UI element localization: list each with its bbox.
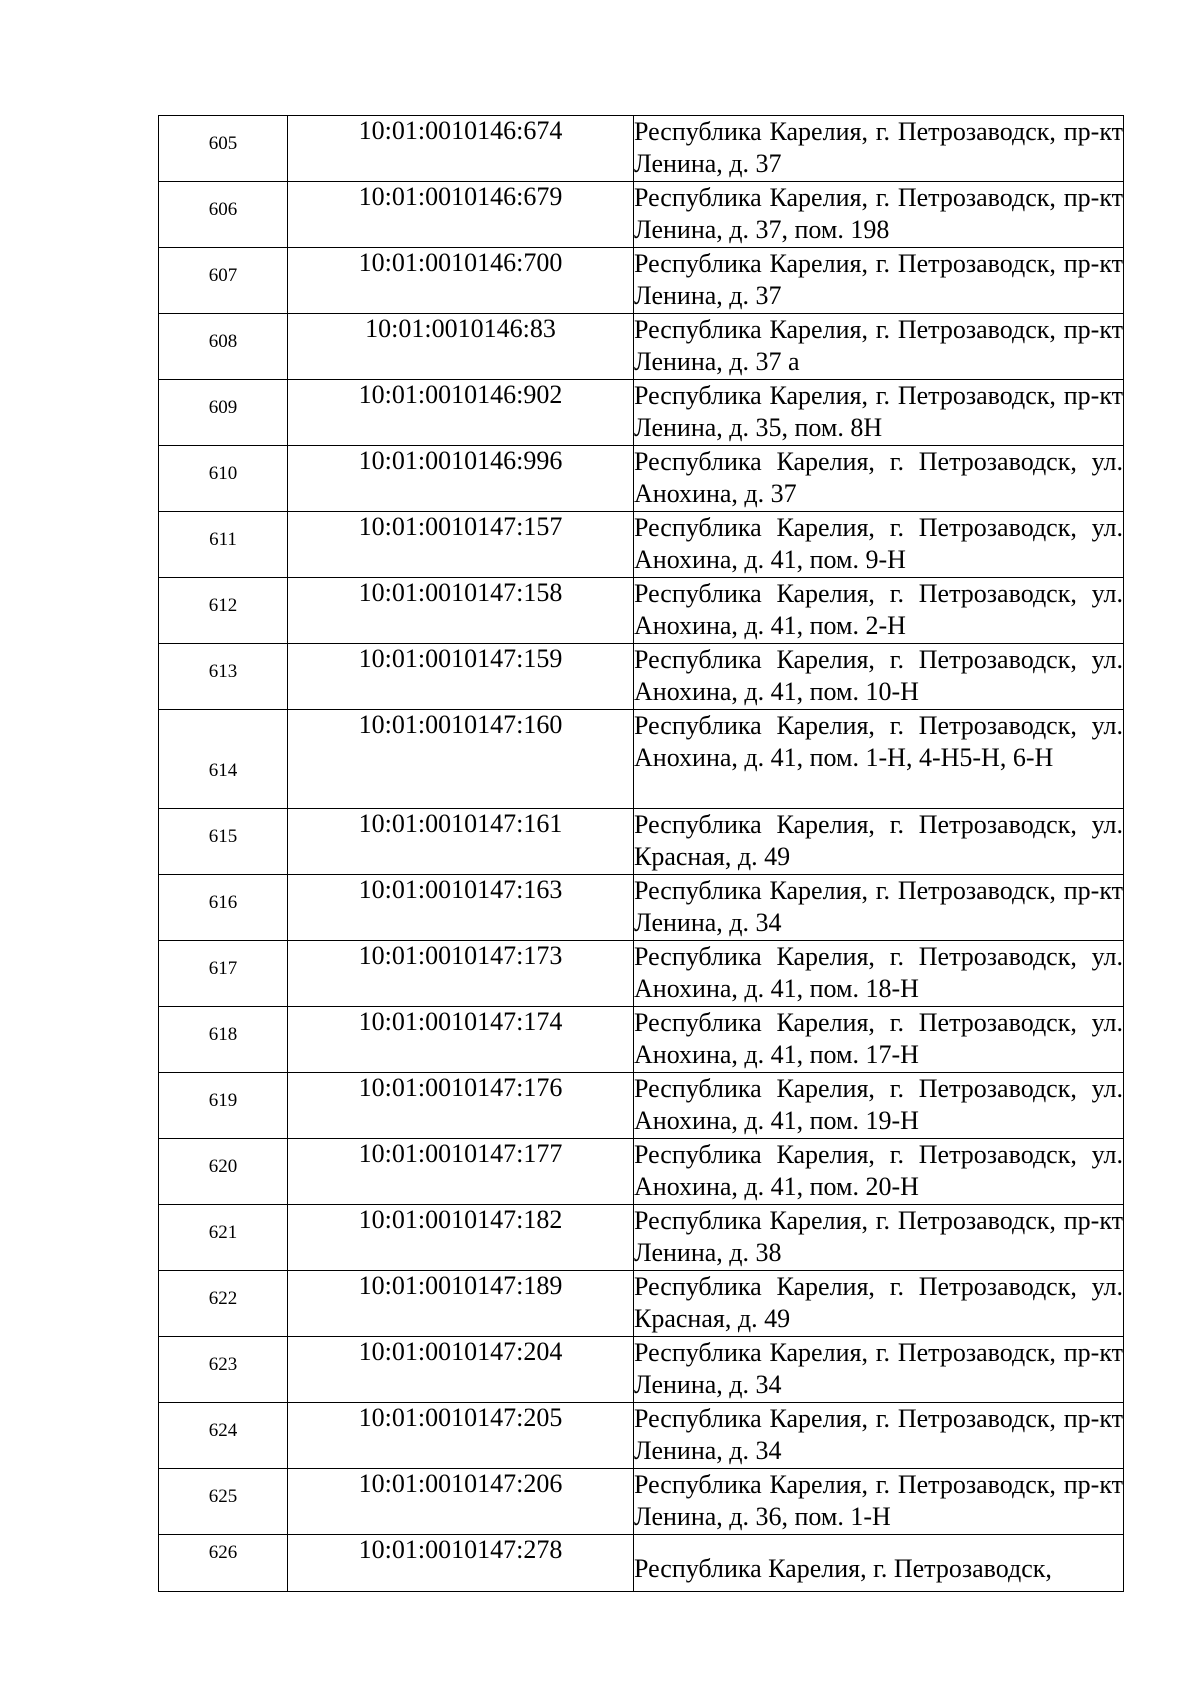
cadastral-number: 10:01:0010147:174 — [288, 1007, 634, 1073]
address: Республика Карелия, г. Петрозаводск, пр-кт Ленина, д. 35, пом. 8Н — [634, 380, 1124, 446]
table-row — [159, 578, 1124, 644]
cadastral-number: 10:01:0010147:159 — [288, 644, 634, 710]
row-number-cell — [159, 644, 288, 710]
table-row — [159, 182, 1124, 248]
address: Республика Карелия, г. Петрозаводск, ул. Красная, д. 49 — [634, 809, 1124, 875]
cadastral-number: 10:01:0010146:679 — [288, 182, 634, 248]
address: Республика Карелия, г. Петрозаводск, пр-кт Ленина, д. 37 — [634, 116, 1124, 182]
cadastral-number: 10:01:0010146:902 — [288, 380, 634, 446]
address: Республика Карелия, г. Петрозаводск, ул. Анохина, д. 41, пом. 1-Н, 4-Н5-Н, 6-Н — [634, 710, 1124, 809]
address: Республика Карелия, г. Петрозаводск, пр-кт Ленина, д. 37 — [634, 248, 1124, 314]
address: Республика Карелия, г. Петрозаводск, пр-кт Ленина, д. 36, пом. 1-Н — [634, 1469, 1124, 1535]
row-number: 624 — [208, 1420, 238, 1441]
cadastral-number: 10:01:0010147:206 — [288, 1469, 634, 1535]
row-number: 618 — [208, 1024, 238, 1045]
address: Республика Карелия, г. Петрозаводск, пр-кт Ленина, д. 38 — [634, 1205, 1124, 1271]
row-number: 625 — [208, 1486, 238, 1507]
cadastral-number: 10:01:0010147:176 — [288, 1073, 634, 1139]
table-row — [159, 314, 1124, 380]
address: Республика Карелия, г. Петрозаводск, ул. Анохина, д. 41, пом. 17-Н — [634, 1007, 1124, 1073]
row-number: 605 — [208, 133, 238, 154]
table-row — [159, 1205, 1124, 1271]
address: Республика Карелия, г. Петрозаводск, ул. Анохина, д. 41, пом. 18-Н — [634, 941, 1124, 1007]
address: Республика Карелия, г. Петрозаводск, ул. Анохина, д. 41, пом. 19-Н — [634, 1073, 1124, 1139]
row-number-cell — [159, 248, 288, 314]
table-row — [159, 512, 1124, 578]
address: Республика Карелия, г. Петрозаводск, пр-кт Ленина, д. 34 — [634, 1403, 1124, 1469]
row-number-cell — [159, 512, 288, 578]
row-number-cell — [159, 1403, 288, 1469]
address: Республика Карелия, г. Петрозаводск, пр-кт Ленина, д. 34 — [634, 1337, 1124, 1403]
table-row — [159, 1535, 1124, 1592]
row-number-cell — [159, 941, 288, 1007]
table-row — [159, 380, 1124, 446]
table-row — [159, 809, 1124, 875]
row-number-cell — [159, 1469, 288, 1535]
row-number: 620 — [208, 1156, 238, 1177]
row-number: 622 — [208, 1288, 238, 1309]
cadastral-number: 10:01:0010147:173 — [288, 941, 634, 1007]
cadastral-number: 10:01:0010146:700 — [288, 248, 634, 314]
row-number-cell — [159, 116, 288, 182]
address: Республика Карелия, г. Петрозаводск, пр-кт Ленина, д. 37 а — [634, 314, 1124, 380]
row-number: 615 — [208, 826, 238, 847]
row-number: 607 — [208, 265, 238, 286]
table-row — [159, 116, 1124, 182]
table-row — [159, 1139, 1124, 1205]
row-number-cell — [159, 1007, 288, 1073]
row-number-cell — [159, 710, 288, 809]
row-number-cell — [159, 380, 288, 446]
cadastral-number: 10:01:0010147:161 — [288, 809, 634, 875]
row-number-cell — [159, 314, 288, 380]
cadastral-number: 10:01:0010147:157 — [288, 512, 634, 578]
row-number: 626 — [208, 1542, 238, 1563]
row-number: 619 — [208, 1090, 238, 1111]
cadastral-number: 10:01:0010147:160 — [288, 710, 634, 809]
cadastral-number: 10:01:0010147:278 — [288, 1535, 634, 1592]
address: Республика Карелия, г. Петрозаводск, ул. Анохина, д. 41, пом. 9-Н — [634, 512, 1124, 578]
table-row — [159, 1469, 1124, 1535]
row-number-cell — [159, 1271, 288, 1337]
row-number-cell — [159, 446, 288, 512]
row-number: 611 — [209, 529, 237, 550]
cadastral-number: 10:01:0010147:205 — [288, 1403, 634, 1469]
row-number-cell — [159, 1205, 288, 1271]
table-row — [159, 248, 1124, 314]
cadastral-number: 10:01:0010147:189 — [288, 1271, 634, 1337]
row-number: 608 — [208, 331, 238, 352]
registry-table-body — [159, 116, 1124, 1592]
row-number: 612 — [208, 595, 238, 616]
cadastral-registry-table — [158, 115, 1124, 1592]
cadastral-number: 10:01:0010146:996 — [288, 446, 634, 512]
row-number-cell — [159, 875, 288, 941]
row-number-cell — [159, 809, 288, 875]
table-row — [159, 710, 1124, 809]
table-row — [159, 1271, 1124, 1337]
table-row — [159, 1007, 1124, 1073]
row-number-cell — [159, 1073, 288, 1139]
cadastral-number: 10:01:0010147:177 — [288, 1139, 634, 1205]
row-number-cell — [159, 182, 288, 248]
row-number: 606 — [208, 199, 238, 220]
address: Республика Карелия, г. Петрозаводск, пр-кт Ленина, д. 37, пом. 198 — [634, 182, 1124, 248]
cadastral-number: 10:01:0010146:83 — [288, 314, 634, 380]
table-row — [159, 941, 1124, 1007]
row-number-cell — [159, 1337, 288, 1403]
row-number: 623 — [208, 1354, 238, 1375]
row-number: 609 — [208, 397, 238, 418]
row-number: 610 — [208, 463, 238, 484]
row-number-cell — [159, 1535, 288, 1592]
address: Республика Карелия, г. Петрозаводск, ул. Анохина, д. 37 — [634, 446, 1124, 512]
address: Республика Карелия, г. Петрозаводск, ул. Анохина, д. 41, пом. 2-Н — [634, 578, 1124, 644]
row-number: 616 — [208, 892, 238, 913]
address: Республика Карелия, г. Петрозаводск, пр-кт Ленина, д. 34 — [634, 875, 1124, 941]
address: Республика Карелия, г. Петрозаводск, ул. Анохина, д. 41, пом. 10-Н — [634, 644, 1124, 710]
cadastral-number: 10:01:0010147:204 — [288, 1337, 634, 1403]
row-number: 613 — [208, 661, 238, 682]
address: Республика Карелия, г. Петрозаводск, ул. Красная, д. 49 — [634, 1271, 1124, 1337]
cadastral-number: 10:01:0010147:182 — [288, 1205, 634, 1271]
address: Республика Карелия, г. Петрозаводск, — [634, 1535, 1124, 1592]
row-number: 614 — [208, 760, 238, 781]
row-number: 621 — [208, 1222, 238, 1243]
table-row — [159, 446, 1124, 512]
row-number-cell — [159, 578, 288, 644]
row-number-cell — [159, 1139, 288, 1205]
table-row — [159, 1337, 1124, 1403]
table-row — [159, 1073, 1124, 1139]
table-row — [159, 1403, 1124, 1469]
address: Республика Карелия, г. Петрозаводск, ул. Анохина, д. 41, пом. 20-Н — [634, 1139, 1124, 1205]
row-number: 617 — [208, 958, 238, 979]
cadastral-number: 10:01:0010147:158 — [288, 578, 634, 644]
table-row — [159, 875, 1124, 941]
cadastral-number: 10:01:0010146:674 — [288, 116, 634, 182]
table-row — [159, 644, 1124, 710]
cadastral-number: 10:01:0010147:163 — [288, 875, 634, 941]
